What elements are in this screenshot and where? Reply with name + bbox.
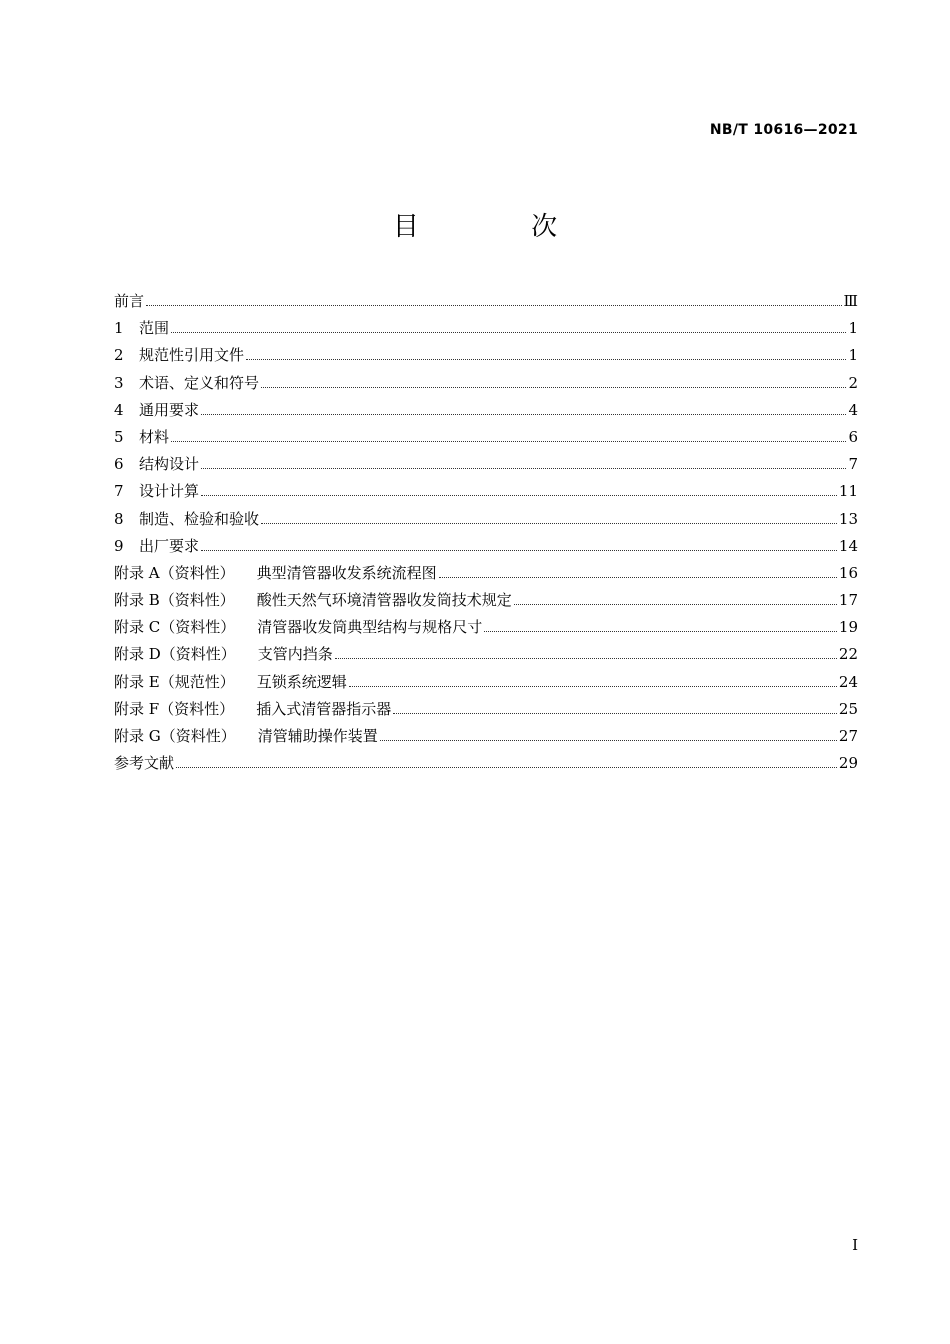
toc-entry-label: 结构设计 <box>139 455 200 474</box>
dot-leader <box>201 414 846 415</box>
dot-leader <box>146 305 842 306</box>
toc-entry-appendix-prefix: 附录 C（资料性） <box>114 618 236 637</box>
toc-entry-section-8[interactable] <box>114 506 858 533</box>
toc-entry-page: 1 <box>848 346 858 365</box>
toc-entry-appendix-f[interactable] <box>114 696 858 723</box>
toc-entry-number: 9 <box>114 536 124 555</box>
dot-leader <box>246 359 846 360</box>
toc-entry-page: 29 <box>838 754 858 773</box>
toc-entry-section-9[interactable] <box>114 533 858 560</box>
toc-entry-page: 27 <box>838 727 858 745</box>
page-number: I <box>852 1236 858 1254</box>
toc-entry-section-6[interactable] <box>114 451 858 478</box>
dot-leader <box>261 387 846 388</box>
toc-entry-page: 2 <box>848 373 858 392</box>
toc-entry-label: 清管辅助操作装置 <box>257 727 378 745</box>
toc-entry-page: 6 <box>848 427 858 446</box>
toc-entry-page: 17 <box>838 591 858 610</box>
toc-entry-appendix-d[interactable] <box>114 641 858 668</box>
dot-leader <box>261 523 837 524</box>
toc-entry-number: 1 <box>114 319 124 338</box>
toc-entry-number: 4 <box>114 400 124 419</box>
toc-entry-label: 前言 <box>114 292 145 310</box>
dot-leader <box>380 740 837 741</box>
toc-entry-appendix-prefix: 附录 D（资料性） <box>114 645 236 664</box>
toc-entry-label: 参考文献 <box>114 754 175 773</box>
toc-entry-label: 支管内挡条 <box>257 645 333 664</box>
dot-leader <box>514 604 837 605</box>
dot-leader <box>393 713 837 714</box>
toc-entry-number: 5 <box>114 427 124 446</box>
toc-entry-appendix-c[interactable] <box>114 614 858 641</box>
toc-entry-label: 制造、检验和验收 <box>139 509 260 528</box>
toc-entry-label: 互锁系统逻辑 <box>256 672 347 691</box>
toc-entry-page: 4 <box>848 400 858 419</box>
dot-leader <box>349 686 837 687</box>
toc-entry-appendix-prefix: 附录 A（资料性） <box>114 563 235 582</box>
toc-entry-label: 范围 <box>139 319 170 338</box>
toc-entry-label: 规范性引用文件 <box>139 346 245 365</box>
toc-entry-page: 19 <box>838 618 858 637</box>
dot-leader <box>439 577 837 578</box>
toc-entry-label: 材料 <box>139 427 170 446</box>
toc-entry-appendix-prefix: 附录 G（资料性） <box>114 727 236 745</box>
dot-leader <box>201 468 846 469</box>
toc-entry-page: 22 <box>838 645 858 664</box>
toc-entry-appendix-prefix: 附录 E（规范性） <box>114 672 235 691</box>
toc-entry-appendix-prefix: 附录 B（资料性） <box>114 591 235 610</box>
toc-entry-label: 术语、定义和符号 <box>139 373 260 392</box>
toc-entry-page: 16 <box>838 563 858 582</box>
toc-entry-bibliography[interactable] <box>114 750 858 777</box>
dot-leader <box>484 631 837 632</box>
toc-entry-label: 典型清管器收发系统流程图 <box>256 563 437 582</box>
toc-entry-label: 插入式清管器指示器 <box>256 699 392 718</box>
toc-entry-section-1[interactable] <box>114 315 858 342</box>
toc-entry-page: 25 <box>838 699 858 718</box>
toc-entry-page: 11 <box>838 482 858 501</box>
toc-entry-appendix-e[interactable] <box>114 669 858 696</box>
toc-entry-label: 酸性天然气环境清管器收发筒技术规定 <box>256 591 512 610</box>
table-of-contents <box>114 288 858 777</box>
toc-entry-label: 出厂要求 <box>139 536 200 555</box>
toc-entry-number: 6 <box>114 455 124 474</box>
toc-entry-page: 13 <box>838 509 858 528</box>
toc-entry-label: 设计计算 <box>139 482 200 501</box>
toc-entry-number: 7 <box>114 482 124 501</box>
toc-entry-label: 通用要求 <box>139 400 200 419</box>
toc-entry-section-3[interactable] <box>114 370 858 397</box>
toc-entry-page: 1 <box>848 319 858 338</box>
toc-entry-appendix-g[interactable] <box>114 723 858 750</box>
toc-entry-label: 清管器收发筒典型结构与规格尺寸 <box>257 618 483 637</box>
toc-entry-appendix-a[interactable] <box>114 560 858 587</box>
toc-entry-appendix-b[interactable] <box>114 587 858 614</box>
toc-entry-appendix-prefix: 附录 F（资料性） <box>114 699 235 718</box>
toc-entry-page: Ⅲ <box>843 292 858 310</box>
toc-entry-section-4[interactable] <box>114 397 858 424</box>
toc-entry-foreword[interactable] <box>114 288 858 315</box>
page-title: 目 次 <box>392 212 610 242</box>
toc-entry-number: 2 <box>114 346 124 365</box>
dot-leader <box>201 550 837 551</box>
dot-leader <box>201 495 837 496</box>
toc-entry-section-7[interactable] <box>114 478 858 505</box>
dot-leader <box>176 767 837 768</box>
toc-entry-number: 3 <box>114 373 124 392</box>
toc-entry-number: 8 <box>114 509 124 528</box>
toc-entry-page: 14 <box>838 536 858 555</box>
dot-leader <box>171 332 846 333</box>
toc-entry-page: 7 <box>848 455 858 474</box>
toc-entry-section-2[interactable] <box>114 342 858 369</box>
standard-code: NB/T 10616—2021 <box>709 122 858 138</box>
dot-leader <box>171 441 846 442</box>
toc-entry-section-5[interactable] <box>114 424 858 451</box>
toc-entry-page: 24 <box>838 672 858 691</box>
dot-leader <box>335 658 837 659</box>
